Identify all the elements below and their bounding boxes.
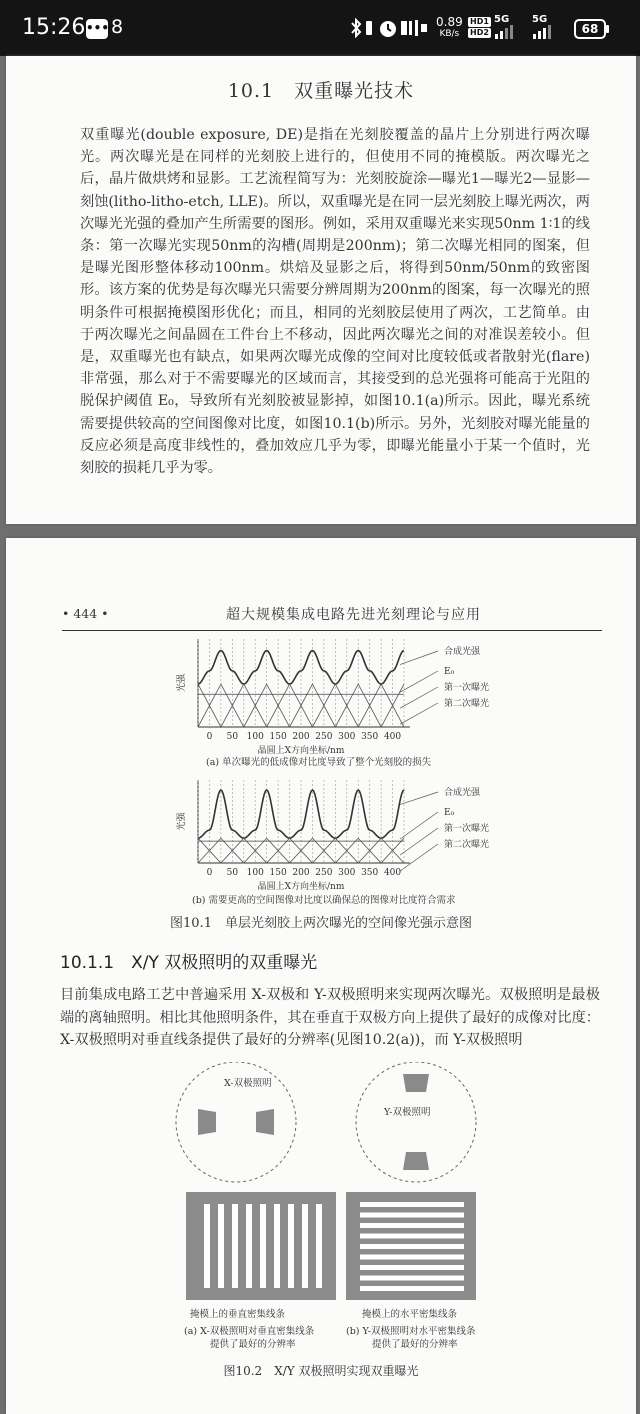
figure-10-2-diagram <box>166 1062 486 1332</box>
fig-10-2b-caption-line1: (b) Y-双极照明对水平密集线条 <box>346 1326 476 1337</box>
vertical-line <box>288 1204 294 1288</box>
vertical-line <box>316 1204 322 1288</box>
legend-label: 第二次曝光 <box>444 840 490 850</box>
legend-label: 合成光强 <box>444 788 481 798</box>
horizontal-line <box>360 1244 464 1249</box>
status-bar <box>0 0 640 56</box>
x-tick-label: 250 <box>315 868 333 878</box>
chat-bubble-icon: ••• <box>86 19 108 39</box>
x-tick-label: 400 <box>383 868 402 878</box>
fig-10-2a-caption-line2: 提供了最好的分辨率 <box>210 1339 296 1350</box>
body-paragraph: 双重曝光(double exposure, DE)是指在光刻胶覆盖的晶片上分别进行两次曝光。两次曝光是在同样的光刻胶上进行的，但使用不同的掩模版。两次曝光之后，晶片做烘烤和显影。工艺流程简写为：光刻胶旋涂—曝光1—曝光2—显影—刻蚀(litho-litho-etch, LLE)。所以，双重曝光是在同一层光刻胶上曝光两次，两次曝光光强的叠加产生所需要的图形。例如，采用双重曝光来实现50nm 1∶1的线条：第一次曝光实现50nm的沟槽(周期是200nm)；第二次曝光相同的图案，但是曝光图形整体移动100nm。烘焙及显影之后，将得到50nm/50nm的致密图形。该方案的优势是每次曝光只需要分辨周期为200nm的图案，每一次曝光的照明条件可根据掩模图形优化；而且，相同的光刻胶层使用了两次，工艺简单。由于两次曝光之间晶圆在工件台上不移动，因此两次曝光之间的对准误差较小。但是，双重曝光也有缺点，如果两次曝光成像的空间对比度较低或者散射光(flare)非常强，那么对于不需要曝光的区域而言，其接受到的总光强将可能高于光阻的脱保护阈值 E₀，导致所有光刻胶被显影掉，如图10.1(a)所示。因此，曝光系统需要提供较高的空间图像对比度，如图10.1(b)所示。另外，光刻胶对曝光能量的反应必须是高度非线性的，叠加效应几乎为零，即曝光能量小于某一个值时，光刻胶的损耗几乎为零。 <box>80 127 590 477</box>
running-head: 超大规模集成电路先进光刻理论与应用 <box>226 607 481 623</box>
clock: 15:26 <box>22 15 86 40</box>
notification-count: 8 <box>111 16 124 38</box>
x-tick-label: 150 <box>269 732 287 742</box>
x-tick-label: 300 <box>338 868 356 878</box>
horizontal-line <box>360 1213 464 1218</box>
horizontal-line <box>360 1255 464 1260</box>
legend-leader <box>400 651 438 665</box>
y-axis-label: 光强 <box>177 673 187 693</box>
x-tick-label: 350 <box>361 732 379 742</box>
hd1-badge: HD1 <box>470 17 489 26</box>
horizontal-line <box>360 1202 464 1207</box>
vertical-line <box>232 1204 238 1288</box>
section-title: 10.1 双重曝光技术 <box>227 80 415 102</box>
signal-label-1: 5G <box>494 14 510 25</box>
document-page-2 <box>6 538 636 1414</box>
legend-label: 第一次曝光 <box>444 683 490 693</box>
vertical-line <box>204 1204 210 1288</box>
figure-10-2-caption: 图10.2 X/Y 双极照明实现双重曝光 <box>223 1364 419 1378</box>
y-dipole-label: Y-双极照明 <box>384 1107 431 1118</box>
net-speed-unit: KB/s <box>439 29 460 39</box>
x-tick-label: 300 <box>338 732 356 742</box>
fig-10-2a-caption-line1: (a) X-双极照明对垂直密集线条 <box>184 1326 315 1337</box>
vertical-line <box>218 1204 224 1288</box>
legend-leader <box>400 792 438 805</box>
x-tick-label: 50 <box>226 732 239 742</box>
horizontal-line <box>360 1286 464 1291</box>
legend-label: 合成光强 <box>444 647 481 657</box>
figure-10-1a-chart <box>156 633 516 763</box>
document-page-1 <box>6 56 636 524</box>
x-tick-label: 100 <box>246 868 264 878</box>
legend-leader <box>400 687 438 708</box>
alarm-icon <box>377 17 399 39</box>
page-number: • 444 • <box>62 606 109 621</box>
header-rule <box>62 630 602 631</box>
nfc-icon <box>401 18 431 38</box>
vertical-line <box>260 1204 266 1288</box>
legend-label: E₀ <box>444 667 455 677</box>
horizontal-line <box>360 1234 464 1239</box>
vertical-lines-mask <box>186 1192 336 1300</box>
vertical-line <box>302 1204 308 1288</box>
horizontal-line <box>360 1276 464 1281</box>
x-axis-label: 晶圆上X方向坐标/nm <box>257 882 345 892</box>
horizontal-line <box>360 1223 464 1228</box>
x-tick-label: 150 <box>269 868 287 878</box>
subsection-title: 10.1.1 X/Y 双极照明的双重曝光 <box>60 953 318 973</box>
x-tick-label: 0 <box>206 868 213 878</box>
network-speed <box>436 16 463 39</box>
legend-leader <box>400 812 438 839</box>
figure-10-1b-chart <box>156 774 516 899</box>
x-tick-label: 250 <box>315 732 333 742</box>
x-tick-label: 200 <box>292 732 310 742</box>
y-dipole-pupil <box>356 1062 476 1182</box>
bluetooth-icon <box>350 18 362 38</box>
signal-icon <box>493 24 523 40</box>
horizontal-line <box>360 1265 464 1270</box>
body-paragraph: 目前集成电路工艺中普遍采用 X-双极和 Y-双极照明来实现两次曝光。双极照明是最极端的离轴照明。相比其他照明条件，其在垂直于双极方向上提供了最好的成像对比度：X-双极照明对垂直线条提供了最好的分辨率(见图10.2(a))，而 Y-双极照明 <box>60 987 600 1048</box>
figure-10-1b-caption: (b) 需要更高的空间图像对比度以确保总的图像对比度符合需求 <box>192 895 456 906</box>
x-tick-label: 350 <box>361 868 379 878</box>
hd2-badge: HD2 <box>470 28 489 37</box>
x-axis-label: 晶圆上X方向坐标/nm <box>257 746 345 756</box>
figure-10-1-caption: 图10.1 单层光刻胶上两次曝光的空间像光强示意图 <box>170 916 472 931</box>
legend-leader <box>400 671 438 692</box>
vibrate-icon <box>364 18 374 38</box>
signal-icon <box>531 24 561 40</box>
legend-leader <box>400 844 438 871</box>
x-tick-label: 50 <box>226 868 239 878</box>
battery-icon: 68 <box>574 19 606 39</box>
vertical-line <box>274 1204 280 1288</box>
x-tick-label: 0 <box>206 732 213 742</box>
vertical-line <box>246 1204 252 1288</box>
legend-label: E₀ <box>444 808 455 818</box>
signal-label-2: 5G <box>532 14 548 25</box>
legend-leader <box>400 828 438 855</box>
x-tick-label: 100 <box>246 732 264 742</box>
net-speed-value: 0.89 <box>436 15 463 29</box>
figure-10-1a-caption: (a) 单次曝光的低成像对比度导致了整个光刻胶的损失 <box>206 757 432 768</box>
legend-label: 第一次曝光 <box>444 824 490 834</box>
mask-vertical-label: 掩模上的垂直密集线条 <box>190 1309 286 1320</box>
legend-leader <box>400 703 438 724</box>
fig-10-2b-caption-line2: 提供了最好的分辨率 <box>372 1339 458 1350</box>
mask-horizontal-label: 掩模上的水平密集线条 <box>362 1309 458 1320</box>
horizontal-lines-mask <box>346 1192 476 1300</box>
y-axis-label: 光强 <box>177 812 187 831</box>
x-tick-label: 200 <box>292 868 310 878</box>
x-dipole-label: X-双极照明 <box>224 1078 272 1089</box>
x-tick-label: 400 <box>383 732 402 742</box>
legend-label: 第二次曝光 <box>444 699 490 709</box>
